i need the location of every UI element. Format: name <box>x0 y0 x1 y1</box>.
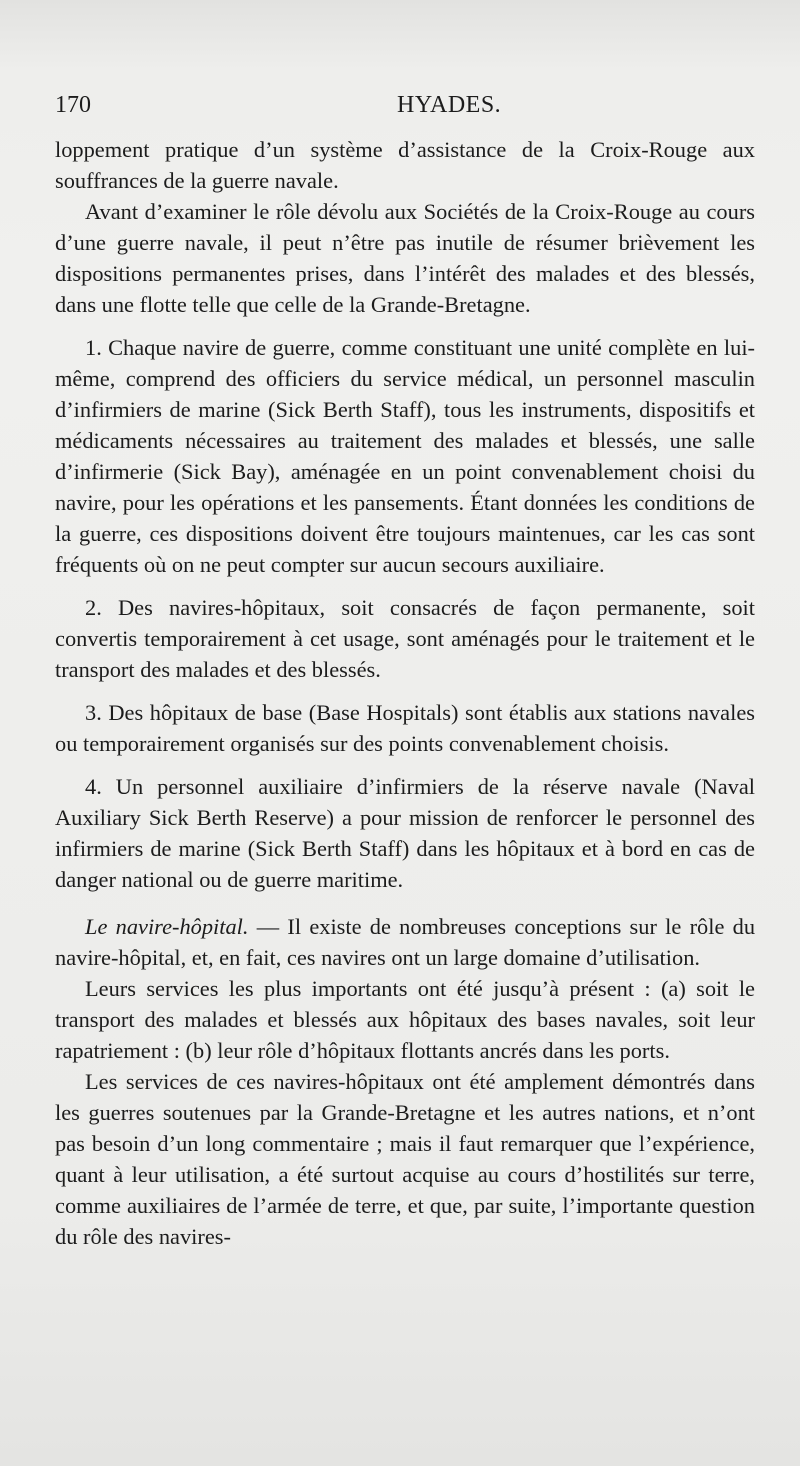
numbered-paragraph: 1. Chaque navire de guerre, comme constituant une unité complète en lui-même, comprend des officiers du service médical, un personnel masculin d’infirmiers de marine (Sick Berth Staff), tous les instruments, dispositifs et médicaments nécessaires au traitement des malades et blessés, une salle d’infirmerie (Sick Bay), aménagée en un point convenablement choisi du navire, pour les opérations et les pansements. Étant données les conditions de la guerre, ces dispositions doivent être toujours maintenues, car les cas sont fréquents où on ne peut compter sur aucun secours auxiliaire. <box>55 335 755 577</box>
numbered-paragraph: 3. Des hôpitaux de base (Base Hospitals) sont établis aux stations navales ou temporairement organisés sur des points convenablement choisis. <box>55 700 755 756</box>
body-text <box>55 134 755 1252</box>
paragraph: Les services de ces navires-hôpitaux ont été amplement démontrés dans les guerres soutenues par la Grande-Bretagne et les autres nations, et n’ont pas besoin d’un long commentaire ; mais il faut remarquer que l’expérience, quant à leur utilisation, a été surtout acquise au cours d’hostilités sur terre, comme auxiliaires de l’armée de terre, et que, par suite, l’importante question du rôle des navires- <box>55 1069 755 1249</box>
section-dash: — <box>248 914 288 939</box>
page-number: 170 <box>55 92 91 118</box>
section-paragraph <box>55 911 755 973</box>
numbered-paragraph: 2. Des navires-hôpitaux, soit consacrés de façon permanente, soit convertis temporairement à cet usage, sont aménagés pour le traitement et le transport des malades et des blessés. <box>55 595 755 682</box>
numbered-paragraph: 4. Un personnel auxiliaire d’infirmiers de la réserve navale (Naval Auxiliary Sick Berth Reserve) a pour mission de renforcer le personnel des infirmiers de marine (Sick Berth Staff) dans les hôpitaux et à bord en cas de danger national ou de guerre maritime. <box>55 774 755 892</box>
paragraph: loppement pratique d’un système d’assistance de la Croix-Rouge aux souffrances de la guerre navale. <box>55 137 755 193</box>
page-header <box>55 88 755 124</box>
running-title: HYADES. <box>397 92 502 118</box>
section-title: Le navire-hôpital. <box>85 914 249 939</box>
section-text: Il existe de nombreuses conceptions sur le rôle du navire-hôpital, et, en fait, ces navires ont un large domaine d’utilisation. <box>55 914 756 970</box>
paragraph: Leurs services les plus importants ont été jusqu’à présent : (a) soit le transport des malades et blessés aux hôpitaux des bases navales, soit leur rapatriement : (b) leur rôle d’hôpitaux flottants ancrés dans les ports. <box>55 976 755 1063</box>
paragraph: Avant d’examiner le rôle dévolu aux Sociétés de la Croix-Rouge au cours d’une guerre navale, il peut n’être pas inutile de résumer brièvement les dispositions permanentes prises, dans l’intérêt des malades et des blessés, dans une flotte telle que celle de la Grande-Bretagne. <box>55 199 755 317</box>
